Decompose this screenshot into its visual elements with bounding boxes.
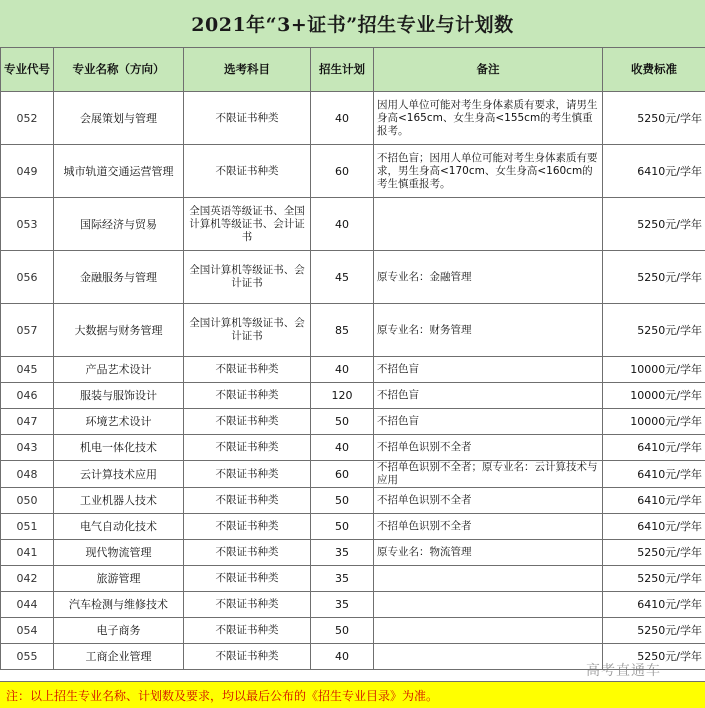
cell-name: 产品艺术设计 (54, 357, 184, 383)
table-row (1, 145, 705, 198)
cell-subject: 不限证书种类 (184, 357, 311, 383)
cell-fee: 5250元/学年 (603, 566, 705, 592)
cell-subject: 不限证书种类 (184, 540, 311, 566)
cell-code: 046 (1, 383, 54, 409)
header-code: 专业代号 (1, 48, 54, 92)
cell-note: 因用人单位可能对考生身体素质有要求，请男生身高<165cm、女生身高<155cm的考生慎重报考。 (374, 92, 603, 145)
table-row (1, 198, 705, 251)
cell-fee: 5250元/学年 (603, 540, 705, 566)
header-note: 备注 (374, 48, 603, 92)
cell-name: 工业机器人技术 (54, 488, 184, 514)
cell-fee: 6410元/学年 (603, 488, 705, 514)
cell-name: 机电一体化技术 (54, 435, 184, 461)
cell-fee: 10000元/学年 (603, 409, 705, 435)
footer-note: 注：以上招生专业名称、计划数及要求，均以最后公布的《招生专业目录》为准。 (0, 681, 705, 708)
cell-note: 原专业名：财务管理 (374, 304, 603, 357)
table-row (1, 540, 705, 566)
cell-code: 045 (1, 357, 54, 383)
cell-plan: 85 (311, 304, 374, 357)
cell-note (374, 592, 603, 618)
cell-fee: 5250元/学年 (603, 92, 705, 145)
cell-plan: 120 (311, 383, 374, 409)
cell-fee: 10000元/学年 (603, 383, 705, 409)
table-row (1, 566, 705, 592)
table-row (1, 383, 705, 409)
cell-plan: 40 (311, 92, 374, 145)
cell-plan: 50 (311, 618, 374, 644)
header-fee: 收费标准 (603, 48, 705, 92)
cell-subject: 不限证书种类 (184, 435, 311, 461)
cell-code: 052 (1, 92, 54, 145)
cell-name: 电气自动化技术 (54, 514, 184, 540)
table-row (1, 514, 705, 540)
cell-name: 现代物流管理 (54, 540, 184, 566)
table-row (1, 461, 705, 488)
table-row (1, 251, 705, 304)
cell-plan: 40 (311, 198, 374, 251)
enrollment-plan-table (0, 47, 705, 670)
table-row (1, 409, 705, 435)
cell-subject: 不限证书种类 (184, 488, 311, 514)
cell-note: 原专业名：物流管理 (374, 540, 603, 566)
table-header-row (1, 48, 705, 92)
cell-subject: 全国计算机等级证书、会计证书 (184, 251, 311, 304)
cell-name: 云计算技术应用 (54, 461, 184, 488)
cell-note: 原专业名：金融管理 (374, 251, 603, 304)
cell-code: 054 (1, 618, 54, 644)
cell-fee: 6410元/学年 (603, 435, 705, 461)
cell-subject: 不限证书种类 (184, 514, 311, 540)
cell-fee: 6410元/学年 (603, 461, 705, 488)
cell-subject: 不限证书种类 (184, 383, 311, 409)
cell-name: 大数据与财务管理 (54, 304, 184, 357)
cell-subject: 不限证书种类 (184, 92, 311, 145)
table-row (1, 357, 705, 383)
table-row (1, 488, 705, 514)
cell-fee: 5250元/学年 (603, 618, 705, 644)
cell-plan: 35 (311, 592, 374, 618)
cell-note: 不招单色识别不全者 (374, 435, 603, 461)
table-row (1, 304, 705, 357)
cell-name: 工商企业管理 (54, 644, 184, 670)
cell-name: 金融服务与管理 (54, 251, 184, 304)
cell-plan: 40 (311, 357, 374, 383)
cell-note: 不招单色识别不全者 (374, 488, 603, 514)
cell-code: 043 (1, 435, 54, 461)
cell-name: 城市轨道交通运营管理 (54, 145, 184, 198)
cell-plan: 35 (311, 566, 374, 592)
cell-fee: 5250元/学年 (603, 251, 705, 304)
cell-subject: 全国英语等级证书、全国计算机等级证书、会计证书 (184, 198, 311, 251)
cell-plan: 45 (311, 251, 374, 304)
cell-plan: 60 (311, 145, 374, 198)
cell-code: 050 (1, 488, 54, 514)
cell-code: 041 (1, 540, 54, 566)
table-row (1, 92, 705, 145)
cell-note: 不招单色识别不全者 (374, 514, 603, 540)
table-row (1, 435, 705, 461)
cell-code: 053 (1, 198, 54, 251)
cell-code: 049 (1, 145, 54, 198)
cell-note (374, 618, 603, 644)
table-row (1, 592, 705, 618)
page-title: 2021年“3+证书”招生专业与计划数 (0, 0, 705, 48)
cell-subject: 不限证书种类 (184, 644, 311, 670)
header-name: 专业名称（方向） (54, 48, 184, 92)
cell-code: 048 (1, 461, 54, 488)
cell-note: 不招色盲 (374, 357, 603, 383)
cell-subject: 不限证书种类 (184, 566, 311, 592)
cell-fee: 5250元/学年 (603, 304, 705, 357)
cell-subject: 不限证书种类 (184, 592, 311, 618)
cell-plan: 50 (311, 409, 374, 435)
cell-fee: 6410元/学年 (603, 514, 705, 540)
table-row (1, 618, 705, 644)
cell-subject: 不限证书种类 (184, 145, 311, 198)
header-plan: 招生计划 (311, 48, 374, 92)
cell-fee: 5250元/学年 (603, 198, 705, 251)
cell-name: 环境艺术设计 (54, 409, 184, 435)
watermark: 高考直通车 (586, 663, 661, 679)
cell-note: 不招色盲 (374, 383, 603, 409)
cell-note (374, 198, 603, 251)
cell-note (374, 566, 603, 592)
cell-code: 057 (1, 304, 54, 357)
cell-name: 会展策划与管理 (54, 92, 184, 145)
cell-code: 056 (1, 251, 54, 304)
cell-subject: 不限证书种类 (184, 409, 311, 435)
cell-plan: 50 (311, 514, 374, 540)
cell-fee: 6410元/学年 (603, 145, 705, 198)
cell-note: 不招色盲；因用人单位可能对考生身体素质有要求，男生身高<170cm、女生身高<160cm的考生慎重报考。 (374, 145, 603, 198)
header-subject: 选考科目 (184, 48, 311, 92)
cell-note (374, 644, 603, 670)
cell-plan: 40 (311, 644, 374, 670)
cell-plan: 50 (311, 488, 374, 514)
cell-subject: 全国计算机等级证书、会计证书 (184, 304, 311, 357)
cell-name: 电子商务 (54, 618, 184, 644)
cell-name: 国际经济与贸易 (54, 198, 184, 251)
cell-name: 服装与服饰设计 (54, 383, 184, 409)
cell-code: 044 (1, 592, 54, 618)
cell-fee: 5250元/学年 (603, 644, 705, 670)
cell-plan: 35 (311, 540, 374, 566)
cell-subject: 不限证书种类 (184, 618, 311, 644)
cell-fee: 10000元/学年 (603, 357, 705, 383)
cell-code: 042 (1, 566, 54, 592)
cell-note: 不招色盲 (374, 409, 603, 435)
cell-plan: 60 (311, 461, 374, 488)
cell-code: 047 (1, 409, 54, 435)
cell-plan: 40 (311, 435, 374, 461)
cell-name: 旅游管理 (54, 566, 184, 592)
cell-fee: 6410元/学年 (603, 592, 705, 618)
cell-note: 不招单色识别不全者；原专业名：云计算技术与应用 (374, 461, 603, 488)
cell-code: 051 (1, 514, 54, 540)
cell-name: 汽车检测与维修技术 (54, 592, 184, 618)
cell-subject: 不限证书种类 (184, 461, 311, 488)
cell-code: 055 (1, 644, 54, 670)
